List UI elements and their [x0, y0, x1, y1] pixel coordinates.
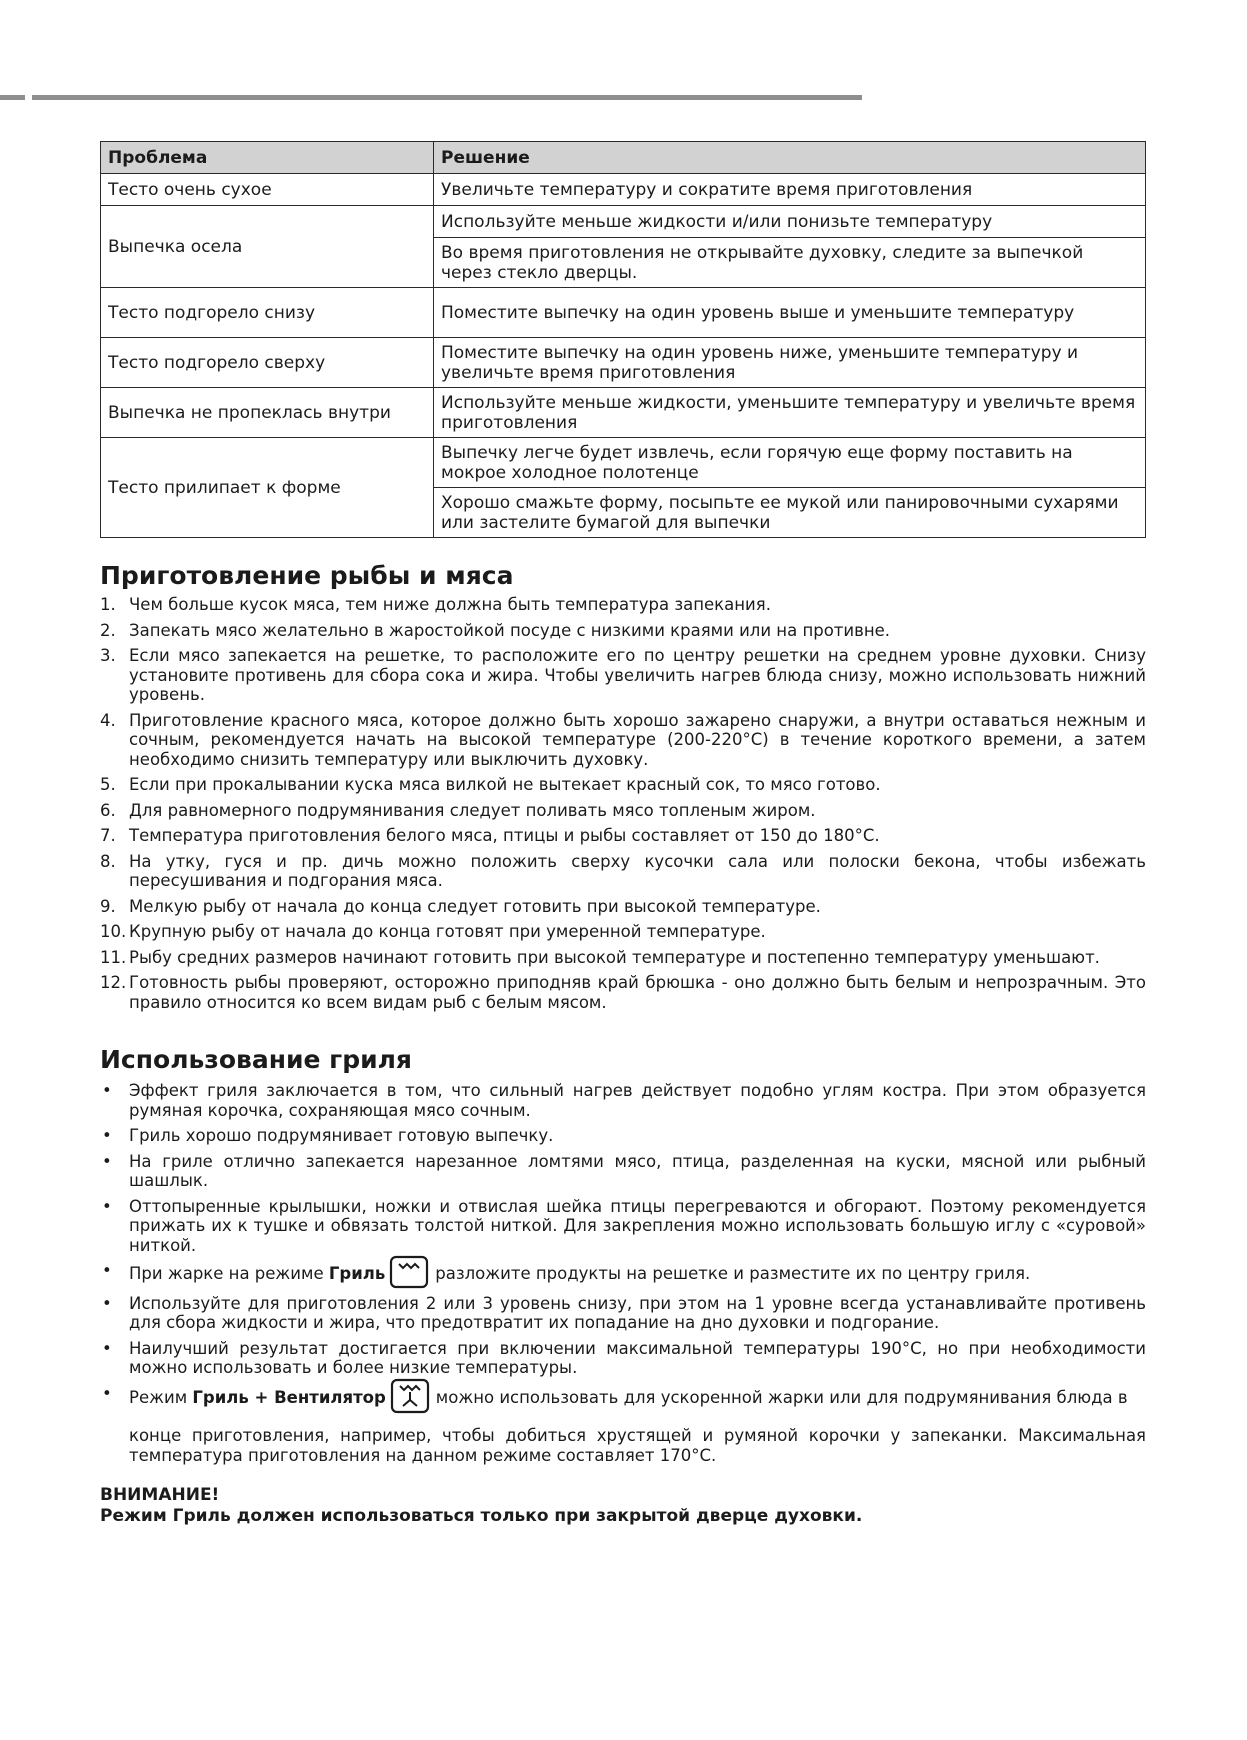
list-item: • При жарке на режиме Гриль разложите продукты на решетке и разместите их по центру гриля. [100, 1261, 1146, 1288]
table-row [101, 388, 1146, 438]
fish-meat-list [100, 595, 1146, 1018]
list-item: 3. Если мясо запекается на решетке, то расположите его по центру решетки на среднем уровне духовки. Снизу установите противень для сбора сока и жира. Чтобы увеличить нагрев блюда снизу, можно использовать нижний уровень. [100, 646, 1146, 704]
list-item: • Оттопыренные крылышки, ножки и отвислая шейка птицы перегреваются и обгорают. Поэтому рекомендуется прижать их к тушке и обвязать толстой ниткой. Для закрепления можно использовать большую иглу с «суровой» ниткой. [102, 1196, 1146, 1255]
table-row [101, 174, 1146, 206]
list-item: 4. Приготовление красного мяса, которое должно быть хорошо зажарено снаружи, а внутри оставаться нежным и сочным, рекомендуется начать на высокой температуре (200-220°С) в течение короткого времени, а затем необходимо снизить температуру или выключить духовку. [100, 710, 1146, 769]
list-item: 6. Для равномерного подрумянивания следует поливать мясо топленым жиром. [100, 800, 816, 820]
problem-cell: Тесто подгорело снизу [101, 288, 434, 338]
list-item: 7. Температура приготовления белого мяса, птицы и рыбы составляет от 150 до 180°С. [100, 826, 880, 845]
column-header-solution: Решение [434, 142, 1146, 174]
solution-cell: Хорошо смажьте форму, посыпьте ее мукой или панировочными сухарями или застелите бумагой для выпечки [434, 488, 1146, 538]
solution-cell: Увеличьте температуру и сократите время приготовления [434, 174, 1146, 206]
list-item: • Наилучший результат достигается при включении максимальной температуры 190°С, но при необходимости можно использовать и более низкие температуры. [102, 1338, 1146, 1377]
table-header-row [101, 142, 1146, 174]
problem-cell: Тесто очень сухое [101, 174, 434, 206]
troubleshooting-table [100, 141, 1146, 538]
table-row [101, 338, 1146, 388]
warning-block [100, 1485, 1146, 1527]
section-title-fish-meat: Приготовление рыбы и мяса [100, 561, 514, 590]
list-item: • Гриль хорошо подрумянивает готовую выпечку. [102, 1126, 554, 1145]
list-item: • На гриле отлично запекается нарезанное ломтями мясо, птица, разделенная на куски, мясной или рыбный шашлык. [102, 1151, 1146, 1190]
solution-cell: Во время приготовления не открывайте духовку, следите за выпечкой через стекло дверцы. [434, 238, 1146, 288]
list-item: 2. Запекать мясо желательно в жаростойкой посуде с низкими краями или на противне. [100, 620, 891, 640]
solution-cell: Выпечку легче будет извлечь, если горячую еще форму поставить на мокрое холодное полотенце [434, 438, 1146, 488]
list-item: • Используйте для приготовления 2 или 3 уровень снизу, при этом на 1 уровне всегда устанавливайте противень для сбора жидкости и жира, что предотвратит их попадание на дно духовки и подгорание. [102, 1293, 1146, 1332]
problem-cell: Тесто подгорело сверху [101, 338, 434, 388]
problem-cell: Тесто прилипает к форме [101, 438, 434, 538]
section-title-grill: Использование гриля [100, 1045, 412, 1074]
list-item: 9. Мелкую рыбу от начала до конца следует готовить при высокой температуре. [100, 896, 821, 916]
list-item: 1. Чем больше кусок мяса, тем ниже должна быть температура запекания. [100, 595, 771, 614]
column-header-problem: Проблема [101, 142, 434, 174]
list-item: 10. Крупную рыбу от начала до конца готовят при умеренной температуре. [100, 922, 766, 941]
table-row [101, 438, 1146, 488]
warning-title: ВНИМАНИЕ! [100, 1485, 220, 1505]
solution-cell: Поместите выпечку на один уровень выше и уменьшите температуру [434, 288, 1146, 338]
list-item: 5. Если при прокалывании куска мяса вилкой не вытекает красный сок, то мясо готово. [100, 775, 881, 794]
list-item: 11. Рыбу средних размеров начинают готовить при высокой температуре и постепенно температуру уменьшают. [100, 947, 1100, 967]
header-rule-short [0, 95, 25, 100]
warning-text: Режим Гриль должен использоваться только при закрытой дверце духовки. [100, 1506, 863, 1526]
list-item: • Эффект гриля заключается в том, что сильный нагрев действует подобно углям костра. При этом образуется румяная корочка, сохраняющая мясо сочным. [102, 1081, 1146, 1120]
solution-cell: Используйте меньше жидкости, уменьшите температуру и увеличьте время приготовления [434, 388, 1146, 438]
solution-cell: Поместите выпечку на один уровень ниже, уменьшите температуру и увеличьте время приготовления [434, 338, 1146, 388]
problem-cell: Выпечка не пропеклась внутри [101, 388, 434, 438]
header-rule [32, 95, 862, 100]
grill-fan-mode-icon [390, 1378, 430, 1419]
problem-cell: Выпечка осела [101, 206, 434, 288]
grill-list [100, 1081, 1146, 1471]
list-item: 8. На утку, гуся и пр. дичь можно положить сверху кусочки сала или полоски бекона, чтобы избежать пересушивания и подгорания мяса. [100, 851, 1146, 890]
solution-cell: Используйте меньше жидкости и/или понизьте температуру [434, 206, 1146, 238]
list-item: • Режим Гриль + Вентилятор можно использовать для ускоренной жарки или для подрумянивания блюда в конце приготовления, например, чтобы добиться хрустящей и румяной корочки у запеканки. Максимальная температура приготовления на данном режиме составляет 170°С. [100, 1384, 1146, 1466]
table-row [101, 288, 1146, 338]
table-row [101, 206, 1146, 238]
grill-mode-icon [389, 1255, 429, 1294]
list-item: 12. Готовность рыбы проверяют, осторожно приподняв край брюшка - оно должно быть белым и непрозрачным. Это правило относится ко всем видам рыб с белым мясом. [100, 973, 1146, 1012]
